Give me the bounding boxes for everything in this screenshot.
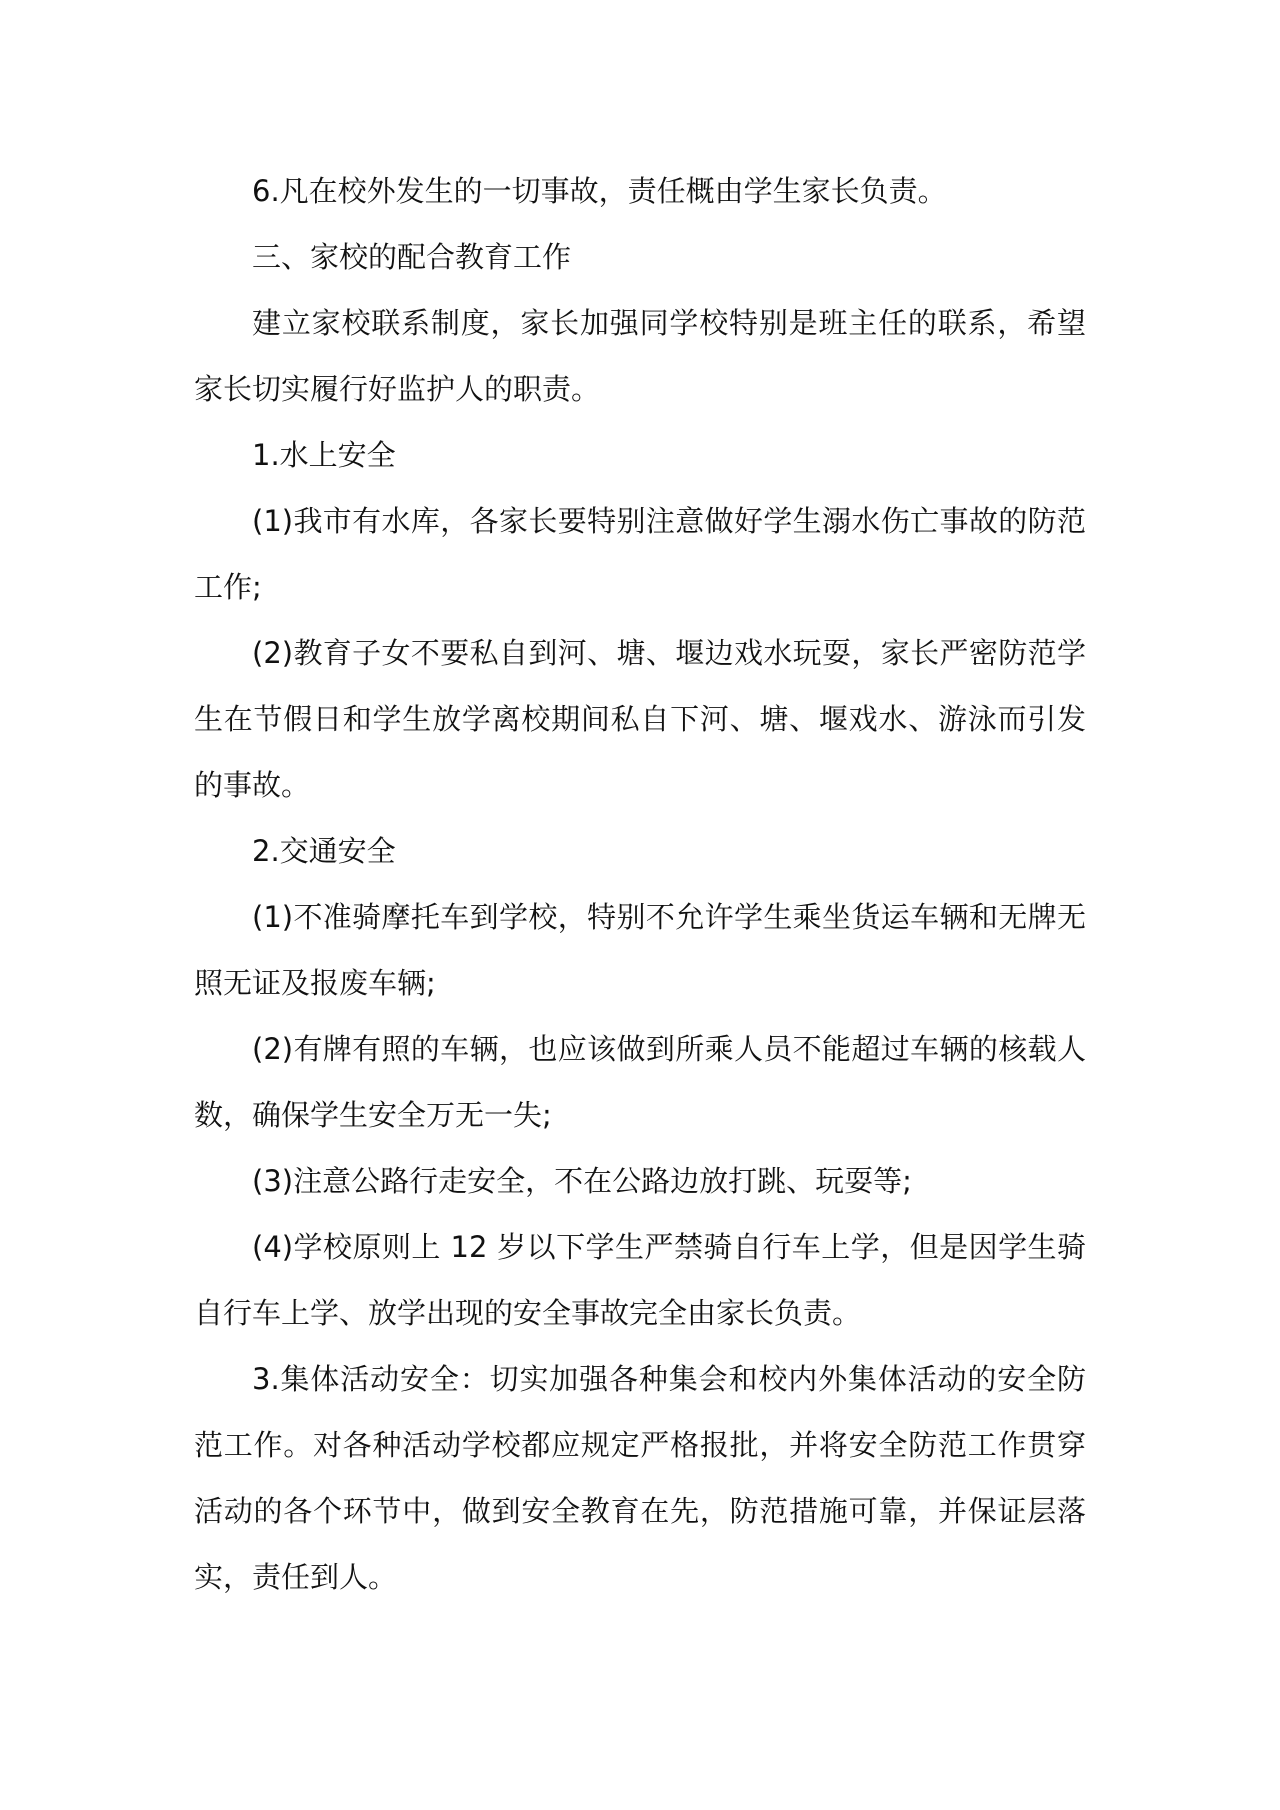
paragraph-group-activity-safety: 3.集体活动安全：切实加强各种集会和校内外集体活动的安全防范工作。对各种活动学校都应规定严格报批，并将安全防范工作贯穿活动的各个环节中，做到安全教育在先，防范措施可靠，并保证层落实，责任到人。 bbox=[194, 1362, 1086, 1594]
section-heading-home-school-cooperation: 三、家校的配合教育工作 bbox=[252, 240, 572, 274]
paragraph-contact-system: 建立家校联系制度，家长加强同学校特别是班主任的联系，希望家长切实履行好监护人的职责。 bbox=[194, 306, 1086, 406]
paragraph-traffic-safety-4: (4)学校原则上 12 岁以下学生严禁骑自行车上学，但是因学生骑自行车上学、放学出现的安全事故完全由家长负责。 bbox=[194, 1230, 1086, 1330]
document-body bbox=[194, 158, 1086, 1610]
paragraph-traffic-safety-2: (2)有牌有照的车辆，也应该做到所乘人员不能超过车辆的核载人数，确保学生安全万无一失; bbox=[194, 1032, 1086, 1132]
paragraph-water-safety-1: (1)我市有水库，各家长要特别注意做好学生溺水伤亡事故的防范工作; bbox=[194, 504, 1086, 604]
subheading-traffic-safety: 2.交通安全 bbox=[252, 834, 396, 868]
subheading-water-safety: 1.水上安全 bbox=[252, 438, 396, 472]
paragraph-traffic-safety-1: (1)不准骑摩托车到学校，特别不允许学生乘坐货运车辆和无牌无照无证及报废车辆; bbox=[194, 900, 1086, 1000]
paragraph-traffic-safety-3: (3)注意公路行走安全，不在公路边放打跳、玩耍等; bbox=[252, 1164, 912, 1198]
paragraph-accident-responsibility: 6.凡在校外发生的一切事故，责任概由学生家长负责。 bbox=[252, 174, 947, 208]
paragraph-water-safety-2: (2)教育子女不要私自到河、塘、堰边戏水玩耍，家长严密防范学生在节假日和学生放学离校期间私自下河、塘、堰戏水、游泳而引发的事故。 bbox=[194, 636, 1086, 802]
